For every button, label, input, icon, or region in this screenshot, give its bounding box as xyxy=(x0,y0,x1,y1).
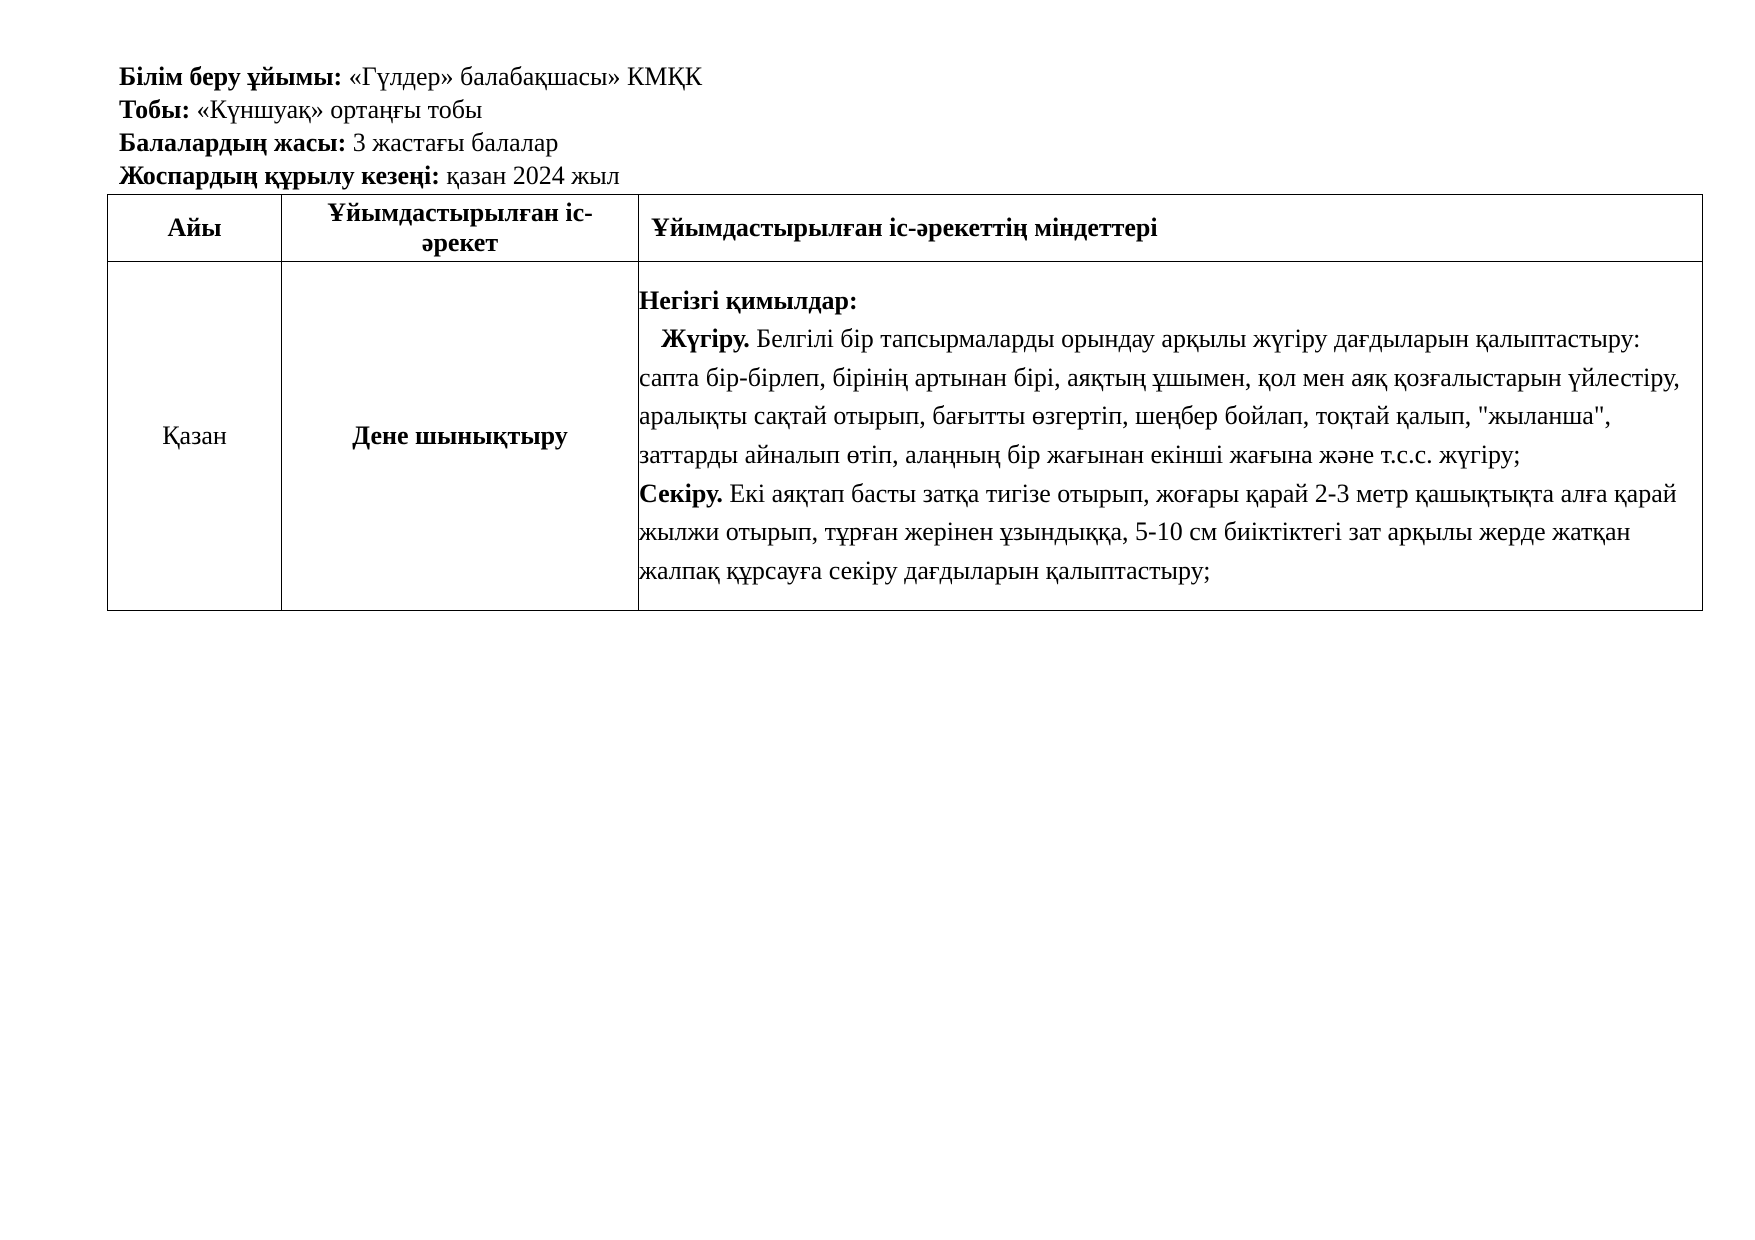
age-line xyxy=(119,126,702,159)
header-activity: Ұйымдастырылған іс-әрекет xyxy=(282,195,639,262)
period-line xyxy=(119,159,702,192)
period-label: Жоспардың құрылу кезеңі: xyxy=(119,161,440,190)
table-row xyxy=(108,262,1703,611)
running-task xyxy=(639,320,1702,474)
table-header-row xyxy=(108,195,1703,262)
organization-label: Білім беру ұйымы: xyxy=(119,62,343,91)
jumping-text: Екі аяқтап басты затқа тигізе отырып, жоғары қарай 2-3 метр қашықтықта алға қарай жылжи отырып, тұрған жерінен ұзындыққа, 5-10 см биіктіктегі зат арқылы жерде жатқан жалпақ құрсауға секіру дағдыларын қалыптастыру; xyxy=(639,478,1677,585)
tasks-heading: Негізгі қимылдар: xyxy=(639,285,858,315)
jumping-label: Секіру. xyxy=(639,478,723,508)
period-value: қазан 2024 жыл xyxy=(439,161,620,190)
group-label: Тобы: xyxy=(119,95,191,124)
running-label: Жүгіру. xyxy=(661,324,750,354)
header-month: Айы xyxy=(108,195,282,262)
group-value: «Күншуақ» ортаңғы тобы xyxy=(190,95,483,124)
organization-line xyxy=(119,60,702,93)
month-cell: Қазан xyxy=(108,262,282,611)
jumping-task xyxy=(639,475,1702,591)
group-line xyxy=(119,93,702,126)
running-text: Белгілі бір тапсырмаларды орындау арқылы жүгіру дағдыларын қалыптастыру: сапта бір-бірлеп, бірінің артынан бірі, аяқтың ұшымен, қол мен аяқ қозғалыстарын үйлестіру, аралықты сақтай отырып, бағытты өзгертіп, шеңбер бойлап, тоқтай қалып, "жыланша", заттарды айналып өтіп, алаңның бір жағынан екінші жағына және т.с.с. жүгіру; xyxy=(639,324,1680,469)
plan-table xyxy=(107,194,1703,611)
header-tasks: Ұйымдастырылған іс-әрекеттің міндеттері xyxy=(639,195,1703,262)
age-label: Балалардың жасы: xyxy=(119,128,347,157)
activity-cell: Дене шынықтыру xyxy=(282,262,639,611)
tasks-cell xyxy=(639,262,1703,611)
document-header xyxy=(119,60,702,192)
organization-value: «Гүлдер» балабақшасы» КМҚК xyxy=(342,62,703,91)
age-value: 3 жастағы балалар xyxy=(346,128,559,157)
